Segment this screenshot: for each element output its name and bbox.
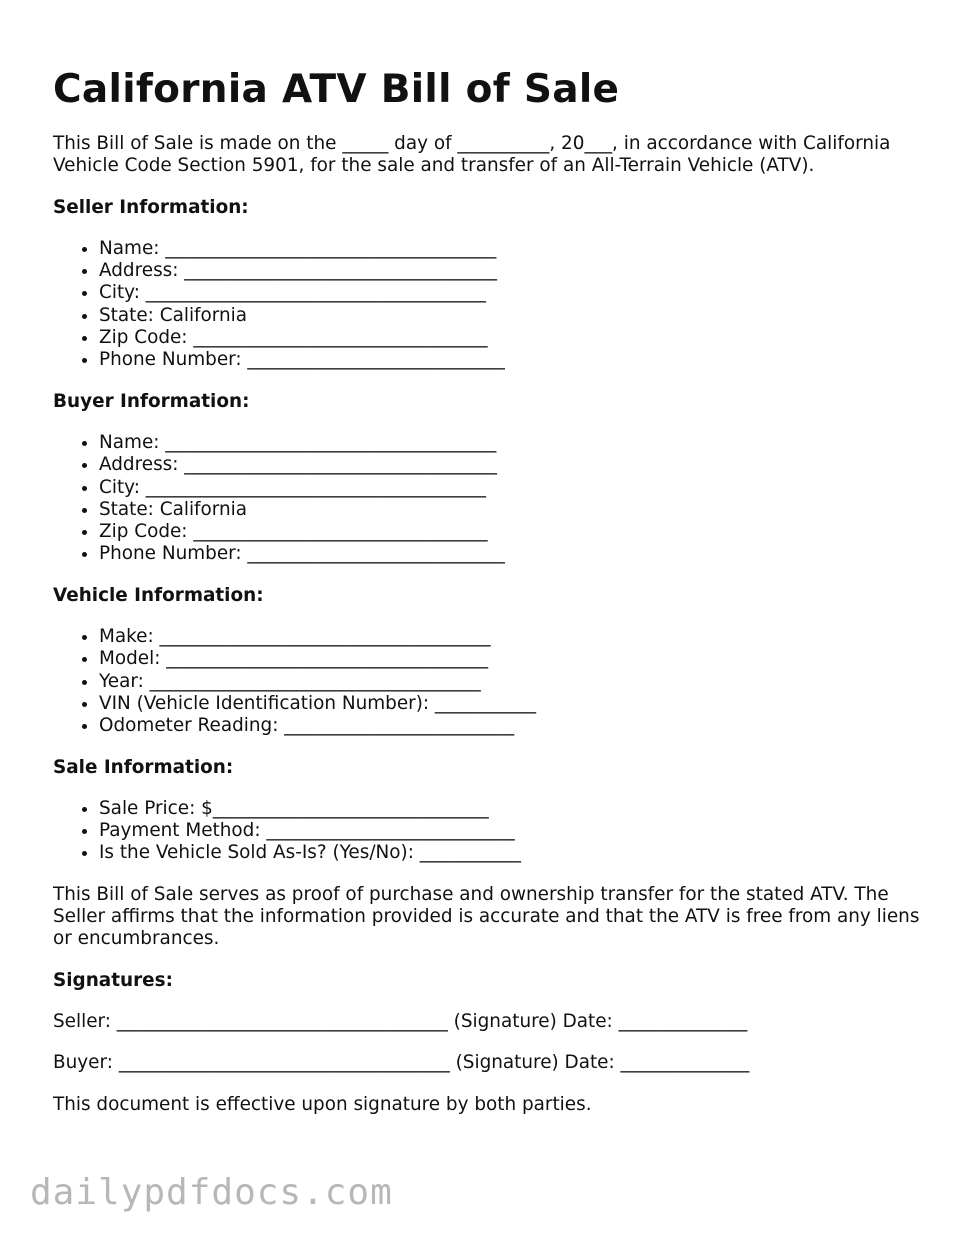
seller-signature-line: Seller: ____________________________________ (Signature) Date: ______________ [53, 1010, 748, 1032]
seller-state-field: • State: California [99, 305, 923, 327]
document-page [53, 62, 923, 1135]
as-is-field: • Is the Vehicle Sold As-Is? (Yes/No): ___________ [99, 842, 923, 864]
intro-paragraph: This Bill of Sale is made on the _____ day of __________, 20___, in accordance with California Vehicle Code Section 5901, for the sale and transfer of an All-Terrain Vehicle (ATV). [53, 133, 891, 177]
seller-name-field: • Name: ____________________________________ [99, 238, 923, 260]
buyer-city-field: • City: _____________________________________ [99, 477, 923, 499]
buyer-list [53, 432, 923, 566]
seller-zip-field: • Zip Code: ________________________________ [99, 327, 923, 349]
vehicle-vin-field: • VIN (Vehicle Identification Number): ___________ [99, 693, 923, 715]
seller-city-field: • City: _____________________________________ [99, 282, 923, 304]
vehicle-year-field: • Year: ____________________________________ [99, 671, 923, 693]
seller-address-field: • Address: __________________________________ [99, 260, 923, 282]
buyer-address-field: • Address: __________________________________ [99, 454, 923, 476]
seller-heading: Seller Information: [53, 196, 249, 218]
watermark: dailypdfdocs.com [30, 1172, 393, 1213]
vehicle-make-field: • Make: ____________________________________ [99, 626, 923, 648]
sale-price-field: • Sale Price: $______________________________ [99, 798, 923, 820]
buyer-state-field: • State: California [99, 499, 923, 521]
sale-list [53, 798, 923, 865]
vehicle-model-field: • Model: ___________________________________ [99, 648, 923, 670]
seller-list [53, 238, 923, 372]
page-title: California ATV Bill of Sale [53, 67, 620, 112]
vehicle-heading: Vehicle Information: [53, 584, 264, 606]
payment-method-field: • Payment Method: ___________________________ [99, 820, 923, 842]
buyer-signature-line: Buyer: ____________________________________ (Signature) Date: ______________ [53, 1052, 750, 1074]
buyer-heading: Buyer Information: [53, 390, 250, 412]
vehicle-odometer-field: • Odometer Reading: _________________________ [99, 715, 923, 737]
signatures-heading: Signatures: [53, 969, 173, 991]
buyer-zip-field: • Zip Code: ________________________________ [99, 521, 923, 543]
affirmation-paragraph: This Bill of Sale serves as proof of purchase and ownership transfer for the stated ATV. The Seller affirms that the information provided is accurate and that the ATV is free from any liens or encumbrances. [53, 883, 920, 950]
closing-paragraph: This document is effective upon signature by both parties. [53, 1093, 592, 1115]
sale-heading: Sale Information: [53, 756, 234, 778]
buyer-name-field: • Name: ____________________________________ [99, 432, 923, 454]
buyer-phone-field: • Phone Number: ____________________________ [99, 543, 923, 565]
vehicle-list [53, 626, 923, 737]
seller-phone-field: • Phone Number: ____________________________ [99, 349, 923, 371]
